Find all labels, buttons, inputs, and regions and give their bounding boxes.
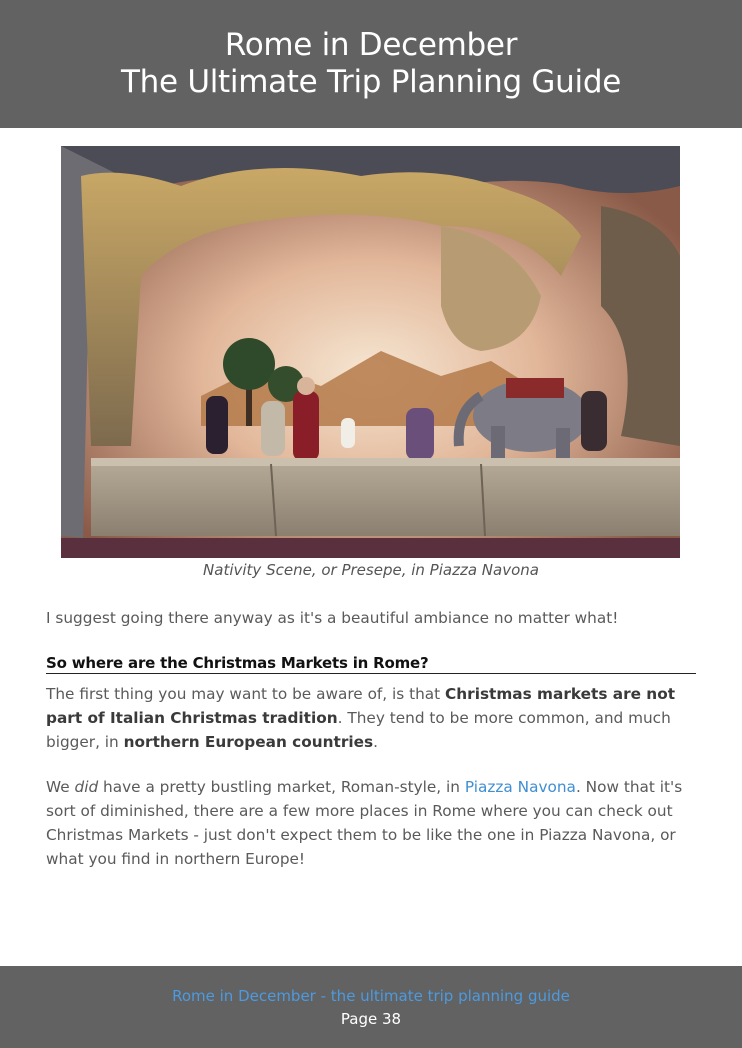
page-header bbox=[0, 0, 742, 128]
text-run: We bbox=[46, 778, 75, 796]
page-number: Page 38 bbox=[340, 1010, 402, 1028]
text-run: . bbox=[373, 733, 378, 751]
page-title-line2: The Ultimate Trip Planning Guide bbox=[121, 64, 621, 100]
bold-text: Christmas markets are not part of Italian Christmas tradition bbox=[46, 685, 676, 727]
paragraph-markets bbox=[46, 775, 706, 871]
page-footer bbox=[0, 966, 742, 1048]
bold-text: northern European countries bbox=[123, 733, 374, 751]
section-heading: So where are the Christmas Markets in Rome? bbox=[46, 654, 696, 674]
text-run: have a pretty bustling market, Roman-style, in bbox=[98, 778, 465, 796]
piazza-navona-link[interactable]: Piazza Navona bbox=[464, 778, 576, 796]
page-title-line1: Rome in December bbox=[224, 27, 518, 63]
italic-text: did bbox=[74, 778, 99, 796]
text-run: The first thing you may want to be aware of, is that bbox=[46, 685, 446, 703]
text-run: . Now that it's sort of diminished, there are a few more places in Rome where you can check out Christmas Markets - just don't expect them to be like the one in Piazza Navona, or what you find in northern Europe! bbox=[46, 778, 683, 868]
intro-paragraph: I suggest going there anyway as it's a beautiful ambiance no matter what! bbox=[46, 609, 619, 627]
nativity-scene-photo bbox=[61, 146, 680, 558]
photo-caption: Nativity Scene, or Presepe, in Piazza Navona bbox=[203, 561, 539, 579]
footer-guide-link[interactable]: Rome in December - the ultimate trip planning guide bbox=[172, 987, 570, 1005]
paragraph-traditions bbox=[46, 682, 706, 754]
text-run: . They tend to be more common, and much bigger, in bbox=[46, 709, 671, 751]
